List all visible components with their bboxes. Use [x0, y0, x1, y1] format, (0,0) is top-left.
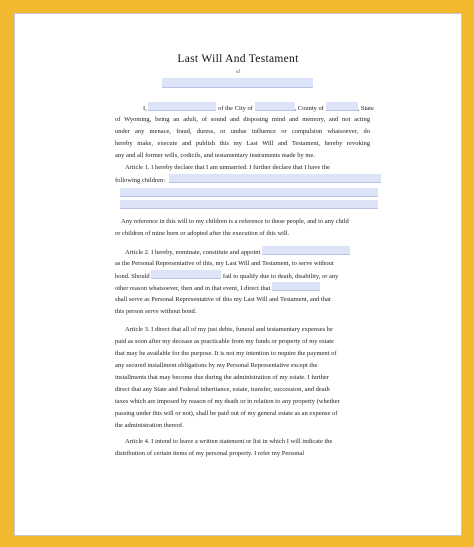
article2-line-6: this person serve without bond. — [115, 308, 197, 315]
child-line-2 — [115, 186, 370, 198]
article3-line-1: Article 3. I direct that all of my just debts, funeral and testamentary expenses be — [125, 326, 333, 333]
article3-line-2: paid as soon after my decease as practicable from my funds or property of my estate — [115, 338, 334, 345]
intro-line-1: I, of the City of , County of , State — [115, 102, 370, 114]
article2-line-2: as the Personal Representative of this, my Last Will and Testament, to serve without — [115, 260, 334, 267]
article3-line-3: that may be available for the purpose. It is not my intention to require the payment of — [115, 350, 337, 357]
intro-line-5: any and all former wills, codicils, and testamentary instruments made by me. — [115, 152, 316, 159]
article3-line-7: taxes which are imposed by reason of my death or in relation to any property (whether — [115, 398, 340, 405]
article2-line-4: other reason whatsoever, then and in that event, I direct that — [115, 282, 370, 294]
article2-line-1: Article 2. I hereby, nominate, constitute and appoint — [115, 246, 370, 258]
will-body — [115, 102, 374, 460]
alternate-rep-input[interactable] — [272, 282, 320, 291]
child-name-input-1[interactable] — [169, 174, 381, 183]
article2-line-5: shall serve as Personal Representative of this my Last Will and Testament, and that — [115, 296, 331, 303]
article1-line-2: following children: — [115, 174, 370, 186]
article2-line-3: bond. Should fail to qualify due to death, disability, or any — [115, 270, 370, 282]
article4-line-2: distribution of certain items of my personal property. I refer my Personal — [115, 450, 305, 457]
article3-line-4: any secured installment obligations by my Personal Representative except the — [115, 362, 318, 369]
intro-line-4: hereby make, execute and publish this my Last Will and Testament, hereby revoking — [115, 140, 370, 147]
article4-line-1: Article 4. I intend to leave a written statement or list in which I will indicate the — [125, 438, 333, 445]
article3-line-6: direct that any State and Federal inheritance, estate, transfer, succession, and death — [115, 386, 330, 393]
intro-line-2: of Wyoming, being an adult, of sound and disposing mind and memory, and not acting — [115, 116, 370, 123]
child-line-3 — [115, 198, 370, 210]
child-name-input-2[interactable] — [120, 188, 378, 197]
intro-line-3: under any menace, fraud, duress, or undue influence or compulsion whatsoever, do — [115, 128, 370, 135]
document-title: Last Will And Testament — [177, 53, 299, 65]
of-label: of — [235, 70, 241, 75]
children-ref-line-2: or children of mine born or adopted after the execution of this will. — [115, 230, 290, 237]
article3-line-8: passing under this will or not), shall be paid out of my general estate as an expense of — [115, 410, 338, 417]
article3-line-5: installments that may become due during the administration of my estate. I further — [115, 374, 329, 381]
personal-rep-name-input[interactable] — [151, 270, 221, 279]
personal-rep-input[interactable] — [262, 246, 350, 255]
document-page — [14, 13, 462, 536]
city-input[interactable] — [255, 102, 295, 111]
article3-line-9: the administration thereof. — [115, 422, 184, 429]
testator-name-field[interactable] — [162, 78, 313, 88]
county-input[interactable] — [326, 102, 358, 111]
article1-line-1: Article 1. I hereby declare that I am unmarried. I further declare that I have the — [125, 164, 330, 171]
children-ref-line-1: Any reference in this will to my children is a reference to these people, and to any child — [121, 218, 349, 225]
testator-name-input[interactable] — [148, 102, 216, 111]
child-name-input-3[interactable] — [120, 200, 378, 209]
